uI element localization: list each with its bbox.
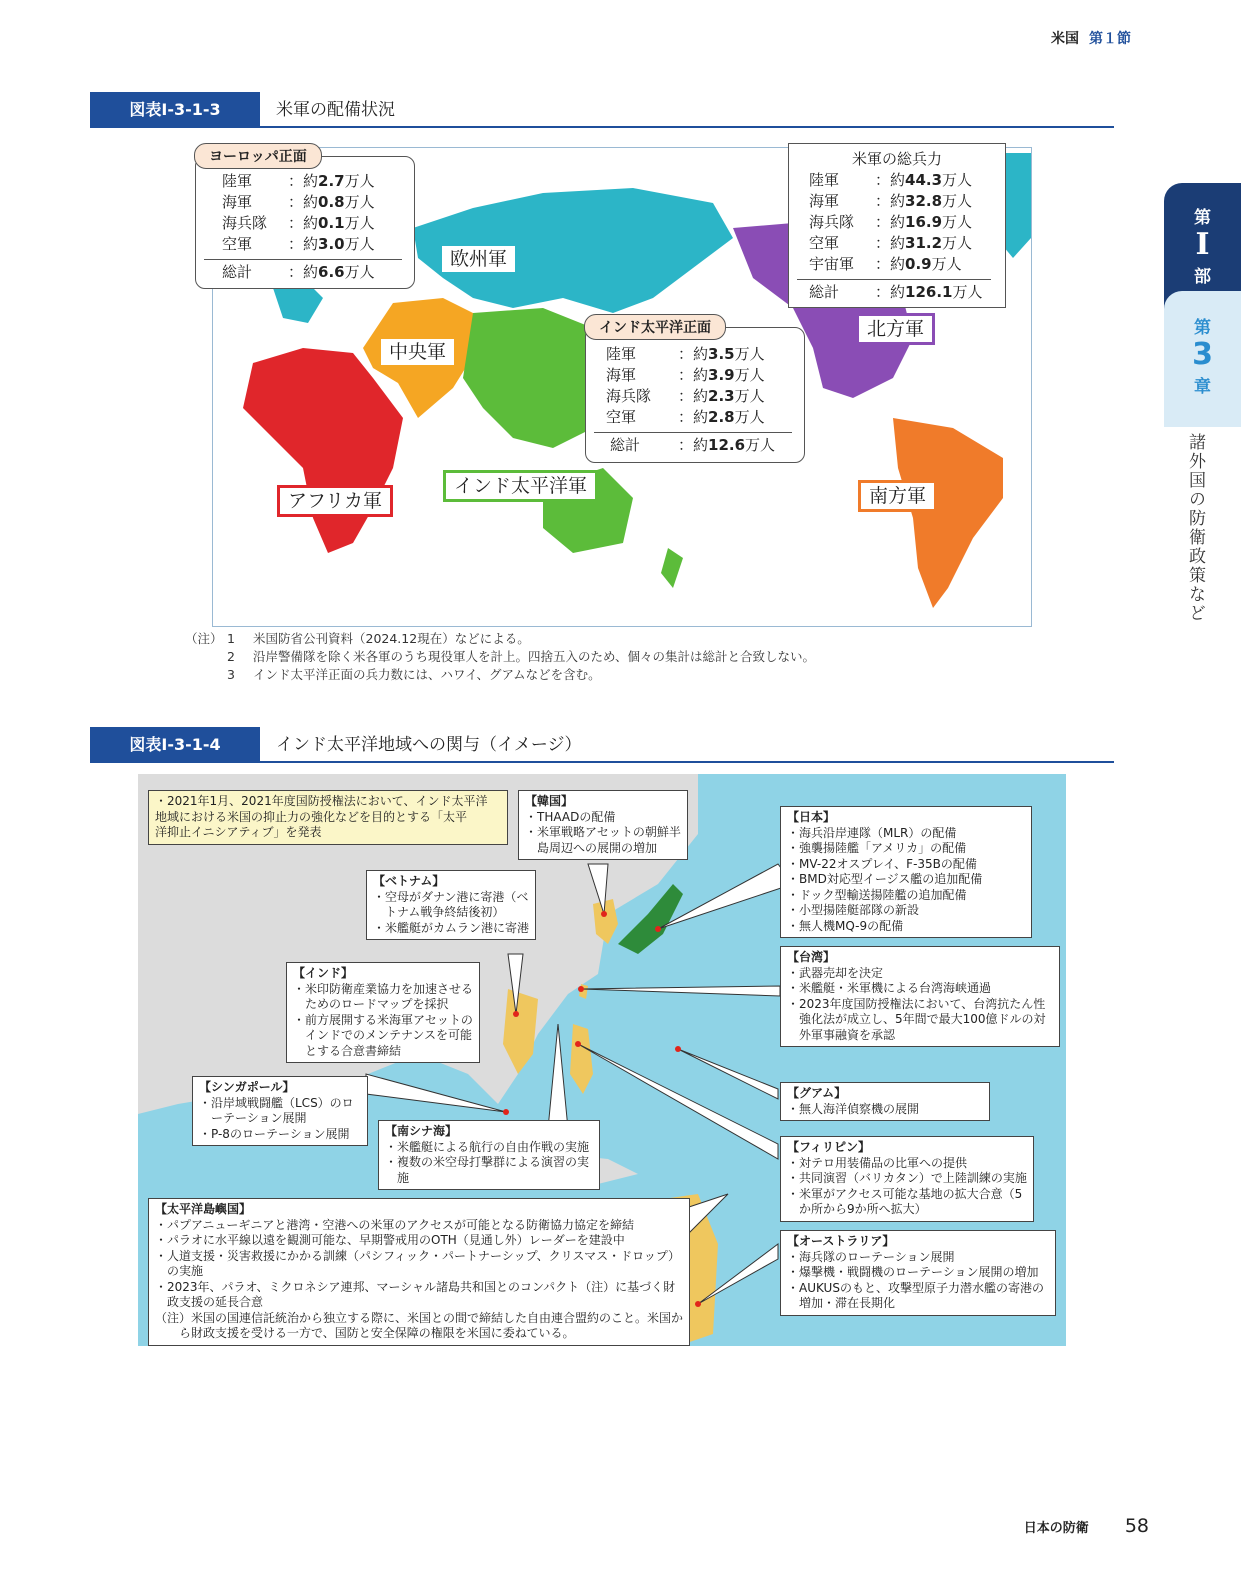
callout-guam: [678, 1049, 778, 1099]
indopac-row-airforce: 空軍 ：約2.8万人: [606, 408, 765, 426]
label-central-command: 中央軍: [378, 336, 457, 368]
europe-row-navy: 海軍 ：約0.8万人: [222, 193, 375, 211]
dot-japan: [655, 926, 661, 932]
europe-row-total: 総計 ：約6.6万人: [204, 259, 402, 284]
total-row-army: 陸軍 ：約44.3万人: [809, 171, 973, 189]
total-forces-box: [788, 143, 1006, 308]
label-northern-command: 北方軍: [856, 313, 935, 345]
label-european-command: 欧州軍: [439, 243, 518, 275]
chap-pre: 第: [1194, 318, 1211, 338]
australia-box: 【オーストラリア】 ・海兵隊のローテーション展開 ・爆撃機・戦闘機のローテーション展開の増加 ・AUKUSのもと、攻撃型原子力潜水艦の寄港の増加・滞在長期化: [780, 1230, 1056, 1316]
indopacific-box-title: インド太平洋正面: [584, 314, 726, 340]
chap-post: 章: [1194, 377, 1211, 397]
indopac-row-marines: 海兵隊 ：約2.3万人: [606, 387, 765, 405]
korea-box: 【韓国】 ・THAADの配備 ・米軍戦略アセットの朝鮮半島周辺への展開の増加: [518, 790, 688, 860]
figure-1-label: 図表Ⅰ-3-1-3: [90, 92, 260, 128]
chap-num: 3: [1192, 337, 1213, 372]
guam-box: 【グアム】 ・無人海洋偵察機の展開: [780, 1082, 990, 1121]
label-indopacific-command: インド太平洋軍: [443, 470, 598, 502]
europe-row-army: 陸軍 ：約2.7万人: [222, 172, 375, 190]
part-num: I: [1195, 227, 1210, 262]
taiwan-box: 【台湾】 ・武器売却を決定 ・米艦艇・米軍機による台湾海峡通過 ・2023年度国防授権法において、台湾抗たん性強化法が成立し、5年間で最大100億ドルの対外軍事融資を承認: [780, 946, 1060, 1047]
header-chapter: 米国: [1051, 31, 1079, 47]
callout-philippines: [578, 1044, 778, 1159]
figure-1-title-bar: [90, 92, 1114, 128]
vietnam-box: 【ベトナム】 ・空母がダナン港に寄港（ベトナム戦争終結後初） ・米艦艇がカムラン港に寄港: [366, 870, 536, 940]
southern-command-region: [893, 418, 1003, 608]
japan-box: 【日本】 ・海兵沿岸連隊（MLR）の配備 ・強襲揚陸艦「アメリカ」の配備 ・MV-22オスプレイ、F-35Bの配備 ・BMD対応型イージス艦の追加配備 ・ドック型輸送揚陸艦の追加配備 ・小型揚陸艇部隊の新設 ・無人機MQ-9の配備: [780, 806, 1032, 938]
chapter-title-vertical: 諸外国の防衛政策など: [1185, 433, 1205, 623]
callout-taiwan: [581, 986, 780, 996]
dot-singapore: [503, 1109, 509, 1115]
indopac-row-army: 陸軍 ：約3.5万人: [606, 345, 765, 363]
africa-command-region: [243, 348, 403, 553]
india-box: 【インド】 ・米印防衛産業協力を加速させるためのロードマップを採択 ・前方展開する米海軍アセットのインドでのメンテナンスを可能とする合意書締結: [286, 962, 480, 1063]
indopac-row-total: 総計 ：約12.6万人: [594, 432, 792, 457]
europe-forces-box: [195, 149, 415, 289]
pacific-islands-box: 【太平洋島嶼国】 ・パプアニューギニアと港湾・空港への米軍のアクセスが可能となる防衛協力協定を締結 ・パラオに水平線以遠を観測可能な、早期警戒用のOTH（見通し外）レーダーを建設中 ・人道支援・災害救援にかかる訓練（パシフィック・パートナーシップ、クリスマス・ドロップ）の実施 ・2023年、パラオ、ミクロネシア連邦、マーシャル諸島共和国とのコンパクト（注）に基づく財政支援の延長合意 （注）米国の国連信託統治から独立する際に、米国との間で締結した自由連合盟約のこと。米国から財政支援を受ける一方で、国防と安全保障の権限を米国に委ねている。: [148, 1198, 690, 1346]
europe-row-marines: 海兵隊 ：約0.1万人: [222, 214, 375, 232]
total-row-total: 総計 ：約126.1万人: [797, 279, 991, 304]
chapter-tab: [1164, 291, 1241, 427]
part-post: 部: [1194, 267, 1211, 287]
total-row-navy: 海軍 ：約32.8万人: [809, 192, 973, 210]
footer-book-title: 日本の防衛: [1023, 1521, 1089, 1536]
intro-box: ・2021年1月、2021年度国防授権法において、インド太平洋 地域における米国の抑止力の強化などを目的とする「太平 洋抑止イニシアティブ」を発表: [148, 790, 508, 845]
label-southern-command: 南方軍: [858, 480, 937, 512]
total-row-airforce: 空軍 ：約31.2万人: [809, 234, 973, 252]
philippines: [570, 1024, 593, 1094]
total-row-marines: 海兵隊 ：約16.9万人: [809, 213, 973, 231]
europe-row-airforce: 空軍 ：約3.0万人: [222, 235, 375, 253]
europe-box-title: ヨーロッパ正面: [194, 143, 322, 169]
dot-philippines: [575, 1041, 581, 1047]
dot-korea: [601, 911, 607, 917]
header-section: 第１節: [1089, 31, 1131, 47]
figure-2-title: インド太平洋地域への関与（イメージ）: [276, 735, 582, 755]
philippines-box: 【フィリピン】 ・対テロ用装備品の比軍への提供 ・共同演習（バリカタン）で上陸訓練の実施 ・米軍がアクセス可能な基地の拡大合意（5か所から9か所へ拡大）: [780, 1136, 1034, 1222]
south-china-sea-box: 【南シナ海】 ・米艦艇による航行の自由作戦の実施 ・複数の米空母打撃群による演習の実施: [378, 1120, 600, 1190]
figure-2-title-bar: [90, 727, 1114, 763]
page-number: 58: [1124, 1515, 1149, 1537]
dot-vietnam: [513, 1011, 519, 1017]
part-pre: 第: [1194, 208, 1211, 228]
running-header: [1051, 28, 1131, 48]
dot-guam: [675, 1046, 681, 1052]
callout-scs: [548, 1024, 568, 1129]
dot-taiwan: [578, 986, 584, 992]
dot-australia: [695, 1301, 701, 1307]
total-box-title: 米軍の総兵力: [851, 150, 942, 168]
singapore-box: 【シンガポール】 ・沿岸域戦闘艦（LCS）のローテーション展開 ・P-8のローテーション展開: [192, 1076, 368, 1146]
indopac-row-navy: 海軍 ：約3.9万人: [606, 366, 765, 384]
total-row-spaceforce: 宇宙軍 ：約0.9万人: [809, 255, 962, 273]
indopacific-engagement-map: [138, 774, 1066, 1346]
label-africa-command: アフリカ軍: [277, 485, 393, 517]
indopacific-forces-box: [585, 320, 805, 463]
figure-2-label: 図表Ⅰ-3-1-4: [90, 727, 260, 763]
figure-1-title: 米軍の配備状況: [276, 100, 395, 120]
new-zealand-region: [661, 548, 683, 588]
page-footer: [1024, 1515, 1149, 1537]
